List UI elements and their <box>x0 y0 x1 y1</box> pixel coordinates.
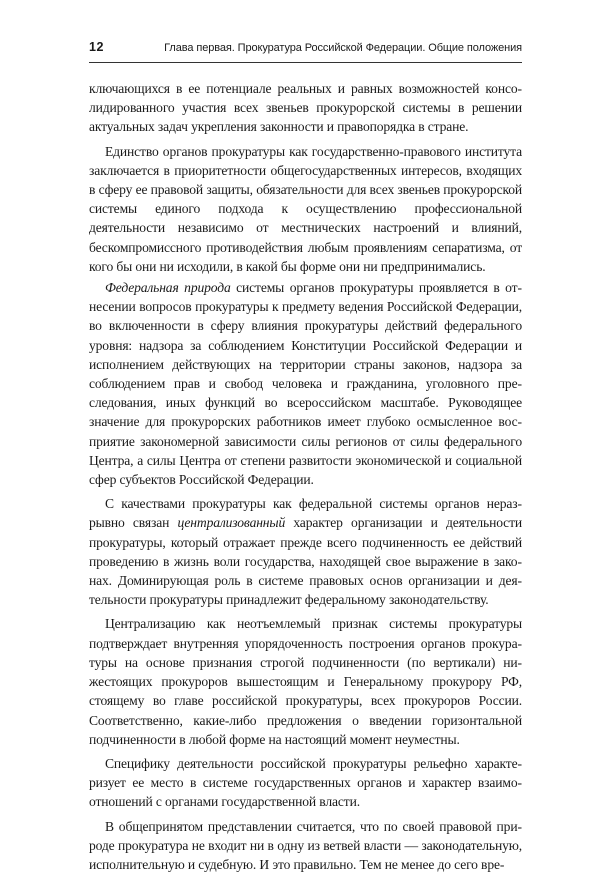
text-run: характер организации и деятельности прокуратуры, который отражает прежде всего подчиненность ее действий проведению в жизнь воли государства, находящей свое выражение в законах. Доминирующая роль в системе правовых основ организации и деятельности прокуратуры принадлежит федеральному законодательству. <box>89 515 522 608</box>
paragraph <box>89 79 522 137</box>
text-run: С качествами прокуратуры как федеральной системы органов неразрывно связан <box>89 496 522 531</box>
text-run: Специфику деятельности российской прокуратуры рельефно характеризует ее место в системе государственных органов и характер взаимоотношений с органами государственной власти. <box>89 755 522 810</box>
paragraph <box>89 614 522 748</box>
chapter-title: Глава первая. Прокуратура Российской Федерации. Общие положения <box>164 42 522 54</box>
italic-term: Федеральная природа <box>105 280 231 296</box>
italic-term: централизованный <box>177 515 286 531</box>
book-page <box>89 40 522 874</box>
running-header <box>89 40 522 63</box>
text-run: системы органов прокуратуры проявляется в отнесении вопросов прокуратуры к предмету ведения Российской Федерации, во включенности в сферу влияния прокуратуры действий федерального уровня: надзора за соблюдением Конституции Российской Федерации и исполнением действующих на территории страны законов, надзора за соблюдением прав и свобод человека и гражданина, уголовного преследования, иных функций во всероссийском масштабе. Руководящее значение для прокурорских работников имеет глубоко осмысленное восприятие закономерной зависимости силы регионов от силы федерального Центра, а силы Центра от степени развитости экономической и социальной сфер субъектов Российской Федерации. <box>89 280 522 488</box>
paragraph <box>89 754 522 812</box>
body-text <box>89 79 522 874</box>
text-run: ключающихся в ее потенциале реальных и равных возможностей консолидированного участия всех звеньев прокурорской системы в решении актуальных задач укрепления законности и правопорядка в стране. <box>89 81 522 135</box>
text-run: Централизацию как неотъемлемый признак системы прокуратуры подтверждает внутренняя упорядоченность построения органов прокуратуры на основе признания строгой подчиненности (по вертикали) нижестоящих прокуроров вышестоящим и Генеральному прокурору РФ, стоящему во главе российской прокуратуры, всех прокуроров России. Соответственно, какие-либо предложения о введении горизонтальной подчиненности в любой форме на настоящий момент неуместны. <box>89 616 522 747</box>
paragraph <box>89 278 522 489</box>
page-number: 12 <box>89 40 104 54</box>
paragraph <box>89 494 522 609</box>
paragraph <box>89 817 522 874</box>
text-run: Единство органов прокуратуры как государственно-правового института заключается в приоритетности общегосударственных интересов, входящих в сферу ее правовой защиты, обязательности для всех звеньев прокурорской системы единого подхода к осуществлению профессиональной деятельности независимо от местнических настроений и влияний, бескомпромиссного противодействия любым проявлениям сепаратизма, от кого бы они ни исходили, в какой бы форме они ни предпринимались. <box>89 143 522 274</box>
paragraph <box>89 142 522 276</box>
text-run: В общепринятом представлении считается, что по своей правовой природе прокуратура не входит ни в одну из ветвей власти — законодательную, исполнительную и судебную. И это правильно. Тем не менее до сего вре- <box>89 818 522 872</box>
